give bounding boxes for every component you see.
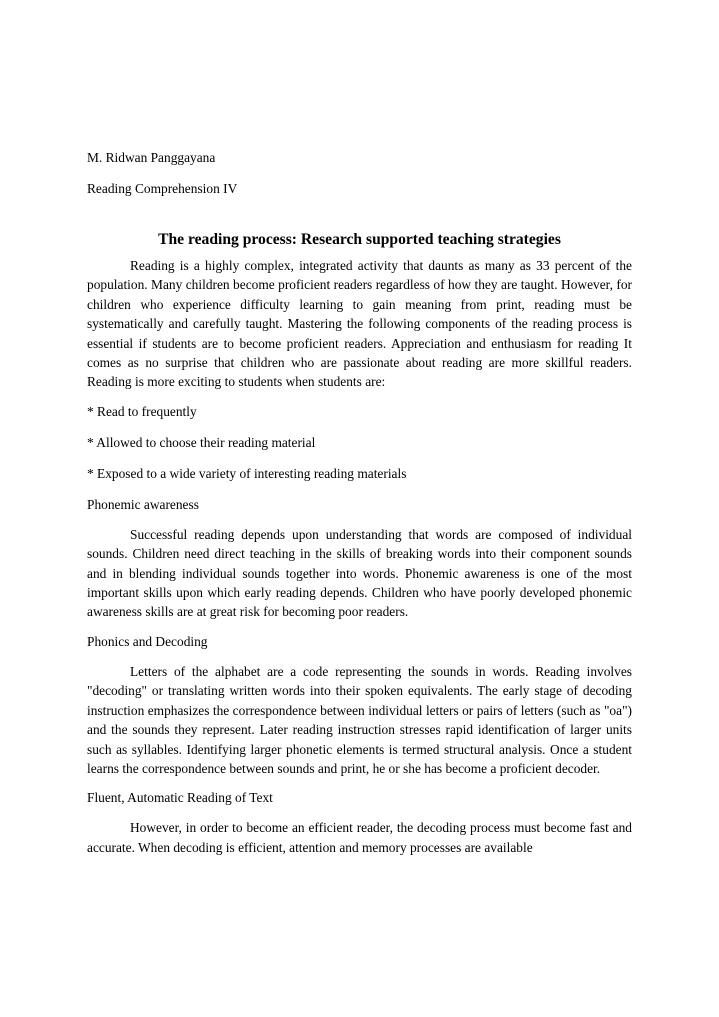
list-item-variety-materials: * Exposed to a wide variety of interesting reading materials — [87, 465, 407, 481]
document-body — [87, 148, 632, 867]
section-heading-fluent-reading: Fluent, Automatic Reading of Text — [87, 790, 273, 806]
section-heading-phonemic-awareness: Phonemic awareness — [87, 496, 199, 512]
course-name: Reading Comprehension IV — [87, 181, 238, 196]
section-paragraph-fluent-reading: However, in order to become an efficient reader, the decoding process must become fast and accurate. When decoding is efficient, attention and memory processes are available — [87, 820, 632, 855]
section-paragraph-phonemic-awareness: Successful reading depends upon understanding that words are composed of individual sounds. Children need direct teaching in the skills of breaking words into their component sounds and in blending individual sounds together into words. Phonemic awareness is one of the most important skills upon which early reading depends. Children who have poorly developed phonemic awareness skills are at great risk for becoming poor readers. — [87, 526, 632, 620]
section-heading-phonics-decoding: Phonics and Decoding — [87, 633, 208, 649]
list-item-read-frequently: * Read to frequently — [87, 403, 197, 419]
intro-paragraph: Reading is a highly complex, integrated activity that daunts as many as 33 percent of the population. Many children become proficient readers regardless of how they are taught. However, for children who experience difficulty learning to gain meaning from print, reading must be systematically and carefully taught. Mastering the following components of the reading process is essential if students are to become proficient readers. Appreciation and enthusiasm for reading It comes as no surprise that children who are passionate about reading are more skillful readers. Reading is more exciting to students when students are: — [87, 258, 632, 390]
list-item-choose-material: * Allowed to choose their reading material — [87, 434, 316, 450]
author-name: M. Ridwan Panggayana — [87, 150, 216, 165]
section-paragraph-phonics-decoding: Letters of the alphabet are a code representing the sounds in words. Reading involves "decoding" or translating written words into their spoken equivalents. The early stage of decoding instruction emphasizes the correspondence between individual letters or pairs of letters (such as "oa") and the sounds they represent. Later reading instruction stresses rapid identification of larger units such as syllables. Identifying larger phonetic elements is termed structural analysis. Once a student learns the correspondence between sounds and print, he or she has become a proficient decoder. — [87, 663, 632, 776]
document-title: The reading process: Research supported teaching strategies — [158, 231, 561, 248]
